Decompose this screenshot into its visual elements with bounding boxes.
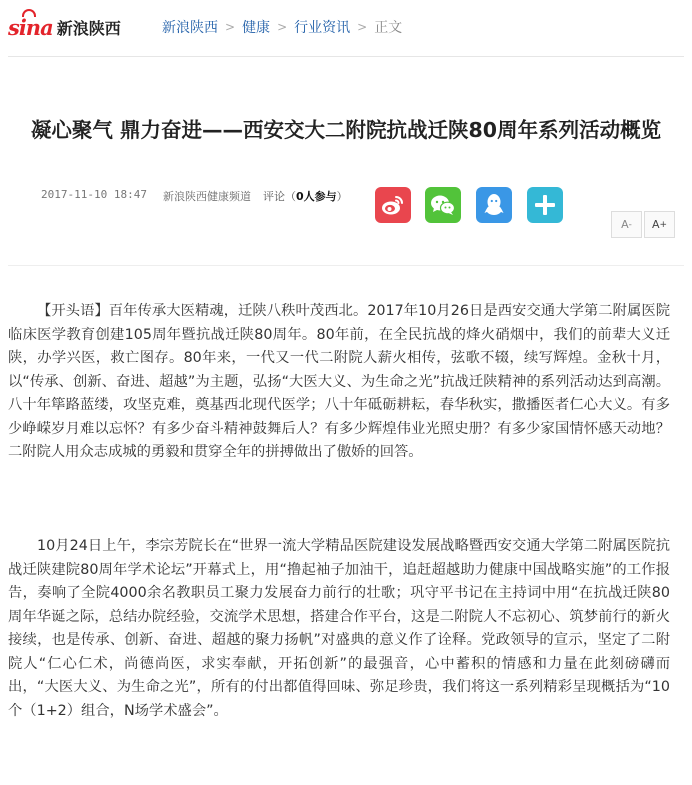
sina-shaanxi-logo[interactable] <box>8 12 121 42</box>
publish-date: 2017-11-10 18:47 <box>41 188 147 201</box>
article-title: 凝心聚气 鼎力奋进——西安交大二附院抗战迁陕80周年系列活动概览 <box>30 117 662 142</box>
header-divider <box>8 56 684 57</box>
top-bar <box>0 0 692 52</box>
share-more-button[interactable] <box>527 187 563 223</box>
breadcrumb-separator-icon: > <box>277 20 288 34</box>
wechat-icon <box>430 194 456 216</box>
sina-logo-mark: sina <box>8 15 53 40</box>
weibo-icon <box>381 194 405 216</box>
font-size-controls <box>611 211 675 238</box>
minus-icon: - <box>628 219 632 230</box>
font-increase-button[interactable] <box>644 211 675 238</box>
article-paragraph-intro: 【开头语】百年传承大医精魂，迁陕八秩叶茂西北。2017年10月26日是西安交通大学第二附属医院临床医学教育创建105周年暨抗战迁陕80周年。80年前，在全民抗战的烽火硝烟中，我们的前辈大义迁陕，办学兴医，救亡图存。80年来，一代又一代二附院人薪火相传，弦歌不辍，续写辉煌。金秋十月，以“传承、创新、奋进、超越”为主题，弘扬“大医大义、为生命之光”抗战迁陕精神的系列活动达到高潮。八十年筚路蓝缕，攻坚克难，奠基西北现代医学；八十年砥砺耕耘，春华秋实，撒播医者仁心大义。有多少峥嵘岁月难以忘怀？有多少奋斗精神鼓舞后人？有多少辉煌伟业光照史册？有多少家国情怀感天动地？二附院人用众志成城的勇毅和贯穿全年的拼搏做出了傲娇的回答。 <box>8 303 670 460</box>
comment-prefix: 评论（ <box>262 190 296 203</box>
plus-icon <box>534 194 556 216</box>
font-decrease-letter: A <box>621 218 629 231</box>
comment-suffix: ） <box>336 190 348 203</box>
share-wechat-button[interactable] <box>425 187 461 223</box>
article-paragraph-forum: 10月24日上午，李宗芳院长在“世界一流大学精品医院建设发展战略暨西安交通大学第二附属医院抗战迁陕建院80周年学术论坛”开幕式上，用“撸起袖子加油干，追赶超越助力健康中国战略实施”的工作报告，奏响了全院4000余名教职员工聚力发展奋力前行的壮歌；巩守平书记在主持词中用“在抗战迁陕80周年华诞之际，总结办院经验，交流学术思想，搭建合作平台，这是二附院人不忘初心、筑梦前行的新火接续，也是传承、创新、奋进、超越的聚力扬帆”对盛典的意义作了诠释。党政领导的宣示，坚定了二附院人“仁心仁术，尚德尚医，求实奉献，开拓创新”的最强音，心中蓄积的情感和力量在此刻磅礴而出，“大医大义、为生命之光”，所有的付出都值得回味、弥足珍贵，我们将这一系列精彩呈现概括为“10个（1+2）组合，N场学术盛会”。 <box>8 538 670 719</box>
breadcrumb <box>162 17 402 37</box>
breadcrumb-item-health[interactable]: 健康 <box>242 20 271 36</box>
article-source[interactable]: 新浪陕西健康频道 <box>162 190 251 203</box>
breadcrumb-separator-icon: > <box>225 20 236 34</box>
breadcrumb-item-sina-shaanxi[interactable]: 新浪陕西 <box>162 20 218 36</box>
breadcrumb-item-current: 正文 <box>374 20 403 36</box>
plus-small-icon: + <box>659 219 668 230</box>
logo-text: 新浪陕西 <box>56 18 121 38</box>
share-qq-button[interactable] <box>476 187 512 223</box>
content-divider <box>8 265 684 266</box>
breadcrumb-item-industry-news[interactable]: 行业资讯 <box>294 20 351 36</box>
logo-eye-icon <box>22 9 36 17</box>
comment-count: 0人参与 <box>295 190 337 203</box>
qq-icon <box>484 193 504 217</box>
font-increase-letter: A <box>651 218 660 231</box>
breadcrumb-separator-icon: > <box>357 20 368 34</box>
font-decrease-button[interactable] <box>611 211 642 238</box>
article-meta <box>41 188 348 204</box>
share-weibo-button[interactable] <box>375 187 411 223</box>
comment-link[interactable] <box>263 188 348 204</box>
